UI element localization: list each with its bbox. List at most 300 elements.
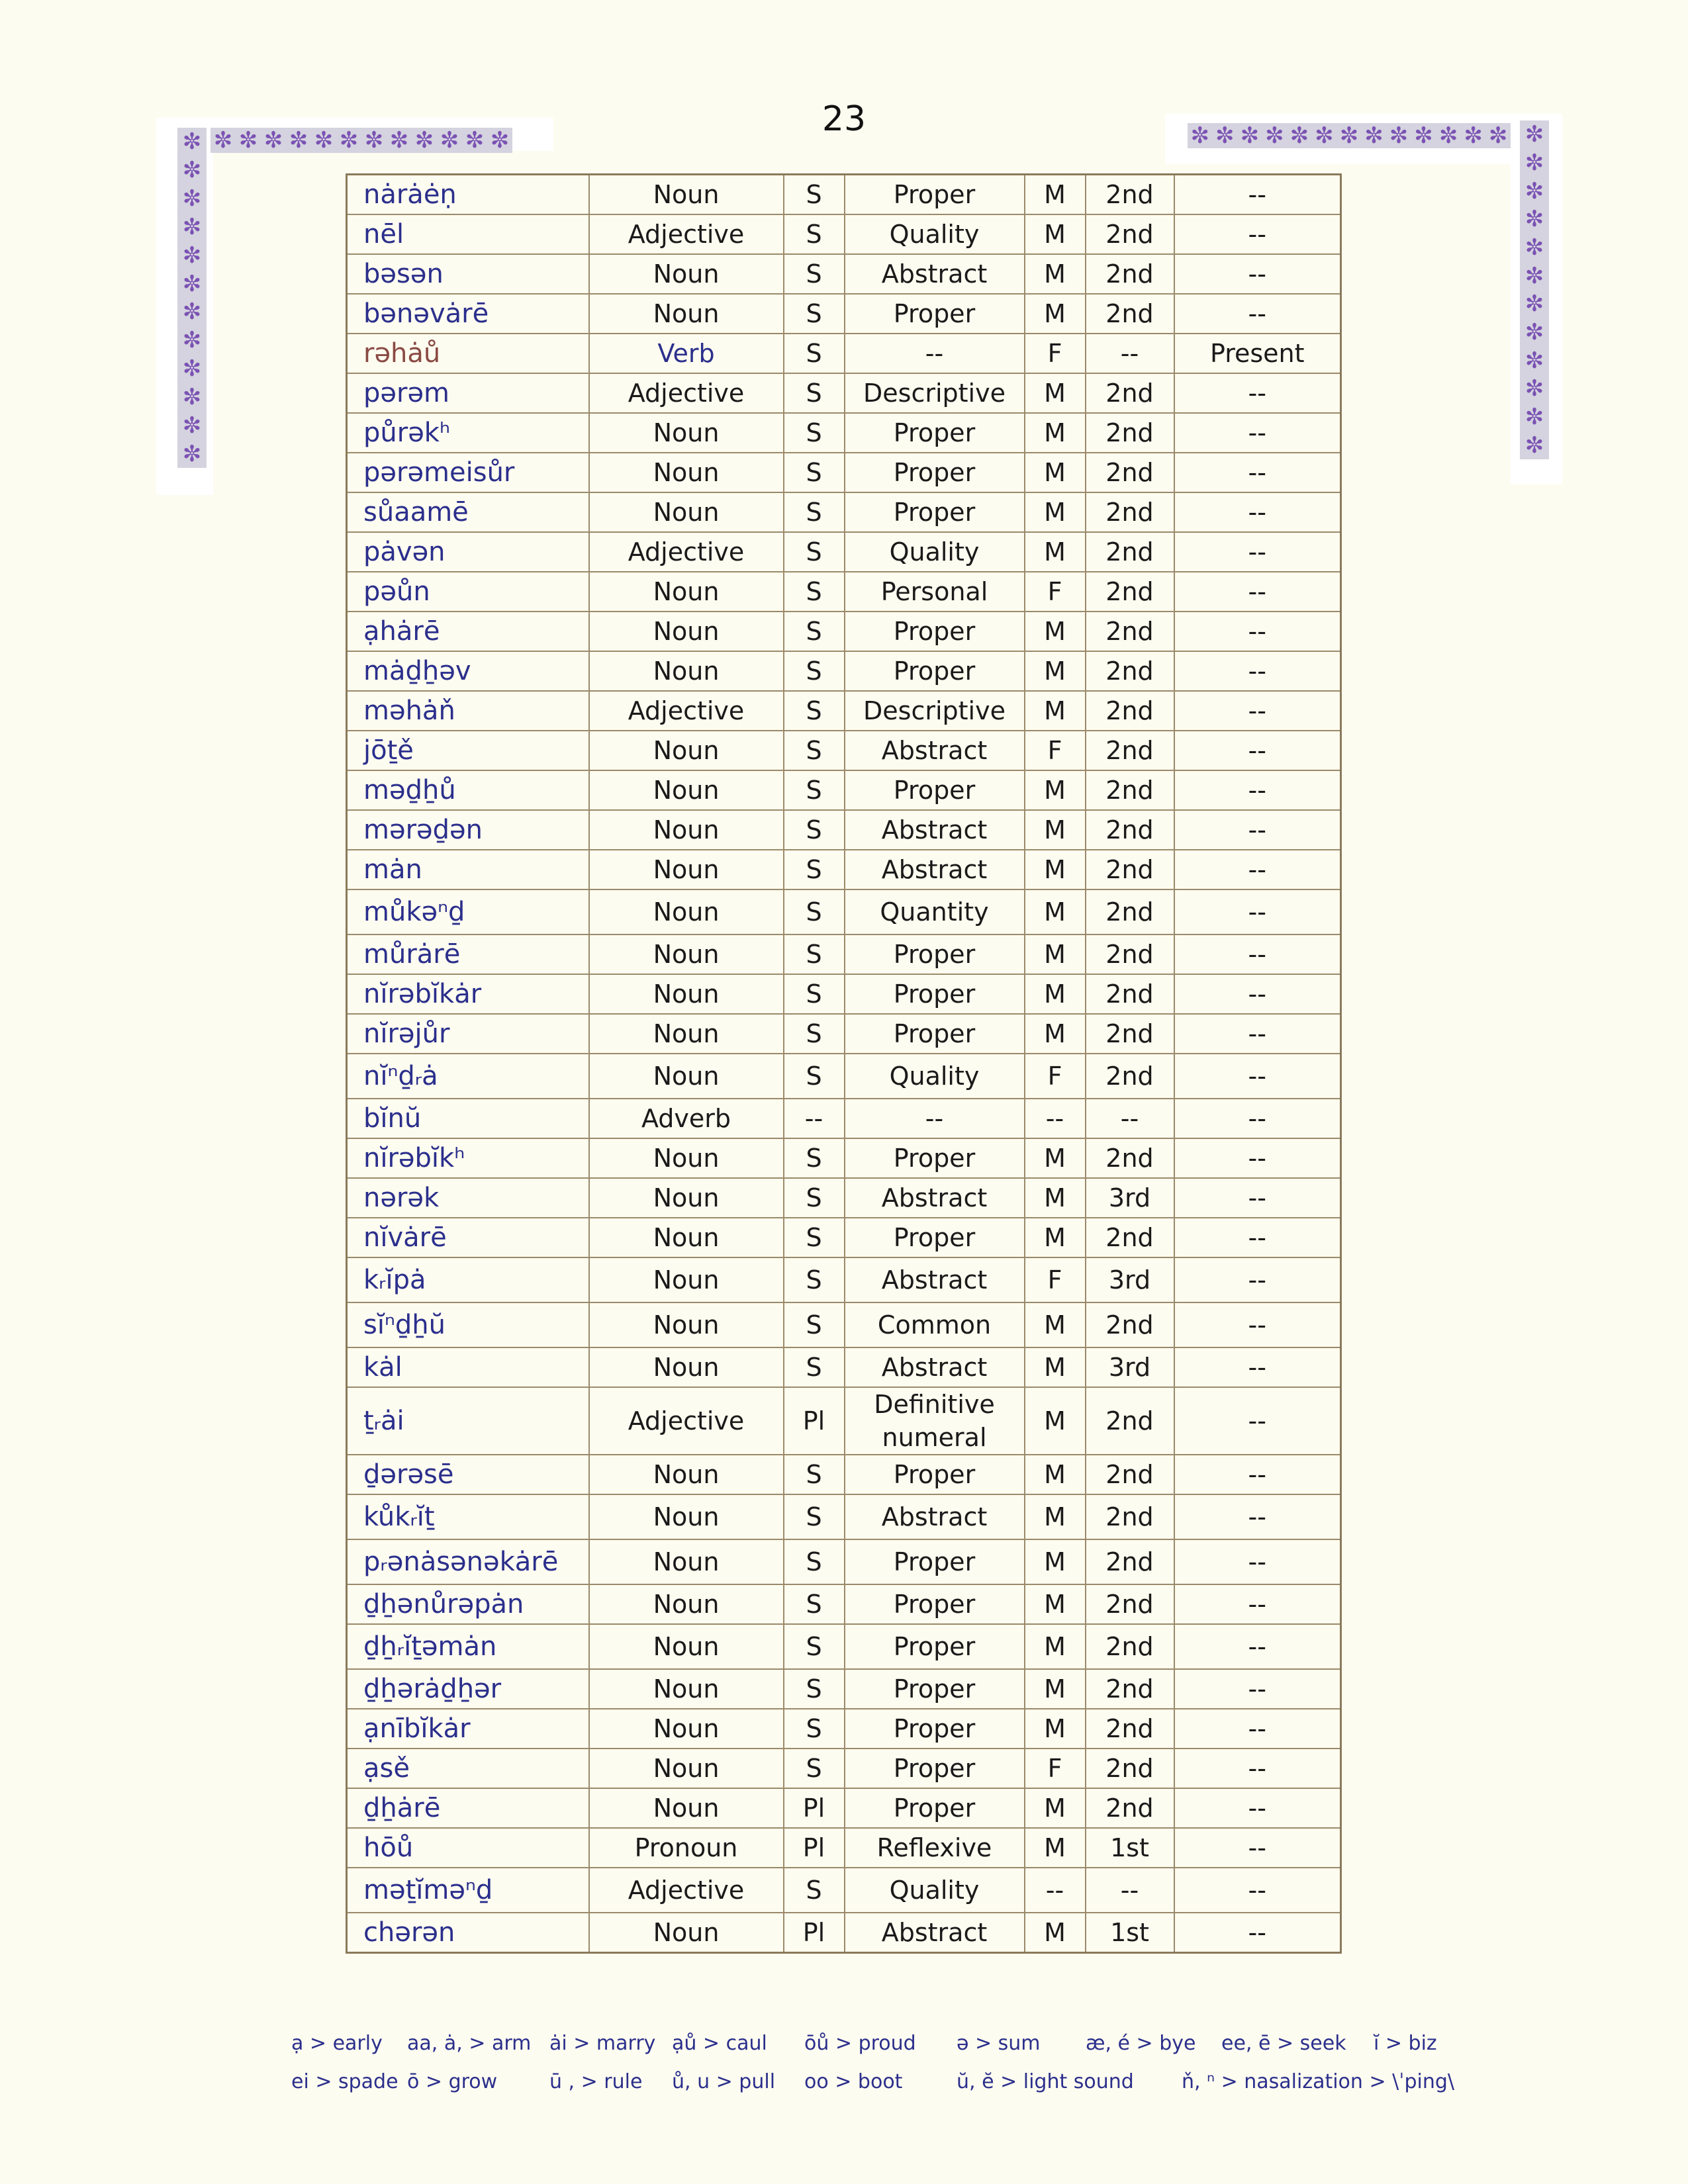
right-top-flower-border bbox=[1188, 123, 1511, 148]
part-of-speech-cell: Noun bbox=[589, 974, 784, 1014]
person-cell: 2nd bbox=[1086, 214, 1174, 254]
flower-icon: ✼ bbox=[182, 213, 202, 240]
person-cell: 2nd bbox=[1086, 1054, 1174, 1099]
legend-item: ō > grow bbox=[407, 2070, 498, 2093]
word-cell: sĭⁿḏẖŭ bbox=[347, 1302, 589, 1347]
part-of-speech-cell: Pronoun bbox=[589, 1828, 784, 1868]
flower-icon: ✼ bbox=[1524, 403, 1544, 430]
person-cell: 2nd bbox=[1086, 532, 1174, 572]
gender-cell: M bbox=[1025, 651, 1086, 691]
number-cell: S bbox=[784, 572, 845, 612]
type-cell: Abstract bbox=[845, 1347, 1025, 1387]
flower-icon: ✼ bbox=[1315, 123, 1334, 148]
flower-icon: ✼ bbox=[1524, 177, 1544, 205]
number-cell: S bbox=[784, 731, 845, 770]
number-cell: S bbox=[784, 1455, 845, 1494]
type-cell: -- bbox=[845, 1099, 1025, 1138]
person-cell: 2nd bbox=[1086, 1218, 1174, 1257]
legend-item: ei > spade bbox=[291, 2070, 399, 2093]
person-cell: 3rd bbox=[1086, 1347, 1174, 1387]
number-cell: S bbox=[784, 810, 845, 850]
type-cell: Proper bbox=[845, 934, 1025, 974]
gender-cell: M bbox=[1025, 1539, 1086, 1584]
tense-cell: -- bbox=[1174, 214, 1341, 254]
flower-icon: ✼ bbox=[339, 128, 359, 153]
tense-cell: -- bbox=[1174, 731, 1341, 770]
gender-cell: M bbox=[1025, 934, 1086, 974]
flower-icon: ✼ bbox=[289, 128, 308, 153]
person-cell: 2nd bbox=[1086, 1138, 1174, 1178]
type-cell: Quality bbox=[845, 532, 1025, 572]
person-cell: 2nd bbox=[1086, 175, 1174, 215]
tense-cell: -- bbox=[1174, 254, 1341, 294]
flower-icon: ✼ bbox=[182, 157, 202, 184]
tense-cell: -- bbox=[1174, 1138, 1341, 1178]
gender-cell: M bbox=[1025, 1387, 1086, 1455]
tense-cell: -- bbox=[1174, 532, 1341, 572]
tense-cell: -- bbox=[1174, 1455, 1341, 1494]
person-cell: 2nd bbox=[1086, 889, 1174, 934]
word-cell: nĭrəjůr bbox=[347, 1014, 589, 1054]
person-cell: -- bbox=[1086, 1099, 1174, 1138]
part-of-speech-cell: Noun bbox=[589, 1539, 784, 1584]
flower-icon: ✼ bbox=[389, 128, 409, 153]
table-row bbox=[347, 492, 1341, 532]
word-cell: můrȧrē bbox=[347, 934, 589, 974]
legend-item: ee, ē > seek bbox=[1221, 2032, 1346, 2055]
table-row bbox=[347, 770, 1341, 810]
number-cell: -- bbox=[784, 1099, 845, 1138]
tense-cell: -- bbox=[1174, 1584, 1341, 1624]
table-row bbox=[347, 1054, 1341, 1099]
part-of-speech-cell: Noun bbox=[589, 1669, 784, 1709]
word-cell: ḏẖənůrəpȧn bbox=[347, 1584, 589, 1624]
word-cell: kȧl bbox=[347, 1347, 589, 1387]
word-cell: ḏẖərȧḏẖər bbox=[347, 1669, 589, 1709]
number-cell: S bbox=[784, 1494, 845, 1539]
word-cell: məṯĭməⁿḏ bbox=[347, 1868, 589, 1913]
word-cell: mȧn bbox=[347, 850, 589, 889]
type-cell: Abstract bbox=[845, 850, 1025, 889]
flower-icon: ✼ bbox=[440, 128, 459, 153]
person-cell: 2nd bbox=[1086, 1709, 1174, 1749]
flower-icon: ✼ bbox=[1524, 121, 1544, 148]
gender-cell: M bbox=[1025, 974, 1086, 1014]
type-cell: Proper bbox=[845, 1584, 1025, 1624]
word-cell: bənəvȧrē bbox=[347, 294, 589, 334]
table-row bbox=[347, 1218, 1341, 1257]
table-row bbox=[347, 810, 1341, 850]
person-cell: 2nd bbox=[1086, 413, 1174, 453]
number-cell: Pl bbox=[784, 1788, 845, 1828]
person-cell: 2nd bbox=[1086, 651, 1174, 691]
person-cell: 2nd bbox=[1086, 1669, 1174, 1709]
person-cell: 1st bbox=[1086, 1828, 1174, 1868]
type-cell: Common bbox=[845, 1302, 1025, 1347]
table-row bbox=[347, 850, 1341, 889]
person-cell: 2nd bbox=[1086, 1624, 1174, 1669]
person-cell: 2nd bbox=[1086, 1788, 1174, 1828]
table-row bbox=[347, 1494, 1341, 1539]
word-cell: hōů bbox=[347, 1828, 589, 1868]
number-cell: S bbox=[784, 1014, 845, 1054]
part-of-speech-cell: Noun bbox=[589, 934, 784, 974]
gender-cell: M bbox=[1025, 175, 1086, 215]
gender-cell: F bbox=[1025, 334, 1086, 373]
table-row bbox=[347, 413, 1341, 453]
table-row bbox=[347, 214, 1341, 254]
gender-cell: F bbox=[1025, 1749, 1086, 1788]
gender-cell: M bbox=[1025, 1138, 1086, 1178]
type-cell: -- bbox=[845, 334, 1025, 373]
tense-cell: -- bbox=[1174, 1257, 1341, 1302]
person-cell: 2nd bbox=[1086, 373, 1174, 413]
gender-cell: M bbox=[1025, 1828, 1086, 1868]
tense-cell: -- bbox=[1174, 934, 1341, 974]
tense-cell: -- bbox=[1174, 1539, 1341, 1584]
word-cell: chərən bbox=[347, 1913, 589, 1953]
flower-icon: ✼ bbox=[1438, 123, 1458, 148]
type-cell: Proper bbox=[845, 1014, 1025, 1054]
flower-icon: ✼ bbox=[1215, 123, 1235, 148]
person-cell: 2nd bbox=[1086, 453, 1174, 492]
gender-cell: M bbox=[1025, 1218, 1086, 1257]
tense-cell: -- bbox=[1174, 413, 1341, 453]
type-cell: Abstract bbox=[845, 1178, 1025, 1218]
part-of-speech-cell: Noun bbox=[589, 1218, 784, 1257]
flower-icon: ✼ bbox=[1240, 123, 1260, 148]
legend-item: ạů > caul bbox=[672, 2032, 767, 2055]
tense-cell: -- bbox=[1174, 453, 1341, 492]
table-row bbox=[347, 1828, 1341, 1868]
gender-cell: -- bbox=[1025, 1868, 1086, 1913]
part-of-speech-cell: Noun bbox=[589, 1257, 784, 1302]
part-of-speech-cell: Noun bbox=[589, 651, 784, 691]
flower-icon: ✼ bbox=[314, 128, 334, 153]
part-of-speech-cell: Noun bbox=[589, 1347, 784, 1387]
table-row bbox=[347, 612, 1341, 651]
word-cell: mȧḏẖəv bbox=[347, 651, 589, 691]
word-cell: ḏẖᵣĭṯəmȧn bbox=[347, 1624, 589, 1669]
part-of-speech-cell: Noun bbox=[589, 572, 784, 612]
type-cell: Proper bbox=[845, 1669, 1025, 1709]
legend-item: ū , > rule bbox=[549, 2070, 643, 2093]
legend-item: ə > sum bbox=[957, 2032, 1041, 2055]
tense-cell: -- bbox=[1174, 1494, 1341, 1539]
flower-icon: ✼ bbox=[465, 128, 485, 153]
type-cell: Proper bbox=[845, 413, 1025, 453]
tense-cell: -- bbox=[1174, 691, 1341, 731]
gender-cell: M bbox=[1025, 254, 1086, 294]
number-cell: S bbox=[784, 175, 845, 215]
flower-icon: ✼ bbox=[1524, 234, 1544, 261]
table-row bbox=[347, 651, 1341, 691]
person-cell: 2nd bbox=[1086, 1584, 1174, 1624]
person-cell: 2nd bbox=[1086, 691, 1174, 731]
person-cell: 2nd bbox=[1086, 1014, 1174, 1054]
number-cell: S bbox=[784, 413, 845, 453]
number-cell: S bbox=[784, 770, 845, 810]
number-cell: S bbox=[784, 889, 845, 934]
part-of-speech-cell: Adjective bbox=[589, 1387, 784, 1455]
gender-cell: M bbox=[1025, 889, 1086, 934]
part-of-speech-cell: Noun bbox=[589, 175, 784, 215]
flower-icon: ✼ bbox=[1464, 123, 1483, 148]
table-row bbox=[347, 175, 1341, 215]
tense-cell: -- bbox=[1174, 1218, 1341, 1257]
number-cell: S bbox=[784, 1054, 845, 1099]
legend-item: aa, ȧ, > arm bbox=[407, 2032, 532, 2055]
person-cell: 2nd bbox=[1086, 572, 1174, 612]
type-cell: Proper bbox=[845, 294, 1025, 334]
tense-cell: -- bbox=[1174, 1828, 1341, 1868]
tense-cell: -- bbox=[1174, 1054, 1341, 1099]
flower-icon: ✼ bbox=[1524, 291, 1544, 318]
part-of-speech-cell: Noun bbox=[589, 1302, 784, 1347]
gender-cell: M bbox=[1025, 1178, 1086, 1218]
person-cell: 2nd bbox=[1086, 1749, 1174, 1788]
number-cell: S bbox=[784, 294, 845, 334]
word-cell: nərək bbox=[347, 1178, 589, 1218]
legend-item: ů, u > pull bbox=[672, 2070, 776, 2093]
part-of-speech-cell: Noun bbox=[589, 1913, 784, 1953]
person-cell: 2nd bbox=[1086, 1455, 1174, 1494]
part-of-speech-cell: Noun bbox=[589, 1709, 784, 1749]
flower-icon: ✼ bbox=[1524, 206, 1544, 233]
gender-cell: M bbox=[1025, 850, 1086, 889]
table-row bbox=[347, 691, 1341, 731]
flower-icon: ✼ bbox=[182, 128, 202, 156]
flower-icon: ✼ bbox=[1190, 123, 1210, 148]
type-cell: Definitive numeral bbox=[845, 1387, 1025, 1455]
part-of-speech-cell: Noun bbox=[589, 1749, 784, 1788]
gender-cell: M bbox=[1025, 1584, 1086, 1624]
type-cell: Quality bbox=[845, 1868, 1025, 1913]
word-cell: pərəmeisůr bbox=[347, 453, 589, 492]
number-cell: S bbox=[784, 1218, 845, 1257]
number-cell: S bbox=[784, 1584, 845, 1624]
gender-cell: F bbox=[1025, 1257, 1086, 1302]
part-of-speech-cell: Noun bbox=[589, 1178, 784, 1218]
number-cell: Pl bbox=[784, 1913, 845, 1953]
part-of-speech-cell: Noun bbox=[589, 492, 784, 532]
number-cell: S bbox=[784, 214, 845, 254]
word-cell: nĭrəbĭkʰ bbox=[347, 1138, 589, 1178]
table-row bbox=[347, 532, 1341, 572]
part-of-speech-cell: Noun bbox=[589, 1584, 784, 1624]
type-cell: Abstract bbox=[845, 1913, 1025, 1953]
tense-cell: -- bbox=[1174, 1669, 1341, 1709]
person-cell: 2nd bbox=[1086, 934, 1174, 974]
gender-cell: M bbox=[1025, 1788, 1086, 1828]
number-cell: S bbox=[784, 334, 845, 373]
type-cell: Proper bbox=[845, 492, 1025, 532]
tense-cell: -- bbox=[1174, 651, 1341, 691]
type-cell: Proper bbox=[845, 974, 1025, 1014]
right-side-flower-border bbox=[1520, 120, 1549, 459]
tense-cell: -- bbox=[1174, 1347, 1341, 1387]
word-cell: kᵣĭpȧ bbox=[347, 1257, 589, 1302]
table-row bbox=[347, 572, 1341, 612]
gender-cell: M bbox=[1025, 1913, 1086, 1953]
pronunciation-legend bbox=[291, 2032, 1456, 2098]
person-cell: 2nd bbox=[1086, 1494, 1174, 1539]
flower-icon: ✼ bbox=[182, 440, 202, 467]
tense-cell: -- bbox=[1174, 1913, 1341, 1953]
part-of-speech-cell: Noun bbox=[589, 889, 784, 934]
word-cell: pəůn bbox=[347, 572, 589, 612]
number-cell: Pl bbox=[784, 1828, 845, 1868]
person-cell: 1st bbox=[1086, 1913, 1174, 1953]
gender-cell: M bbox=[1025, 691, 1086, 731]
type-cell: Descriptive bbox=[845, 373, 1025, 413]
part-of-speech-cell: Noun bbox=[589, 850, 784, 889]
flower-icon: ✼ bbox=[182, 412, 202, 439]
legend-item: ŭ, ĕ > light sound bbox=[957, 2070, 1134, 2093]
flower-icon: ✼ bbox=[182, 270, 202, 297]
table-row bbox=[347, 1099, 1341, 1138]
legend-item: ȧi > marry bbox=[549, 2032, 656, 2055]
flower-icon: ✼ bbox=[182, 242, 202, 269]
number-cell: S bbox=[784, 1257, 845, 1302]
word-cell: můkəⁿḏ bbox=[347, 889, 589, 934]
table-row bbox=[347, 1669, 1341, 1709]
type-cell: Proper bbox=[845, 1218, 1025, 1257]
gender-cell: F bbox=[1025, 731, 1086, 770]
table-row bbox=[347, 1302, 1341, 1347]
word-cell: ḏərəsē bbox=[347, 1455, 589, 1494]
part-of-speech-cell: Adjective bbox=[589, 691, 784, 731]
type-cell: Proper bbox=[845, 612, 1025, 651]
gender-cell: F bbox=[1025, 572, 1086, 612]
tense-cell: -- bbox=[1174, 1788, 1341, 1828]
type-cell: Abstract bbox=[845, 1494, 1025, 1539]
table-row bbox=[347, 974, 1341, 1014]
word-cell: nĭⁿḏᵣȧ bbox=[347, 1054, 589, 1099]
flower-icon: ✼ bbox=[1524, 432, 1544, 459]
flower-icon: ✼ bbox=[213, 128, 233, 153]
number-cell: S bbox=[784, 934, 845, 974]
number-cell: S bbox=[784, 1302, 845, 1347]
flower-icon: ✼ bbox=[1524, 262, 1544, 289]
type-cell: Proper bbox=[845, 1749, 1025, 1788]
type-cell: Reflexive bbox=[845, 1828, 1025, 1868]
number-cell: S bbox=[784, 492, 845, 532]
number-cell: S bbox=[784, 612, 845, 651]
word-cell: ḏẖȧrē bbox=[347, 1788, 589, 1828]
gender-cell: M bbox=[1025, 1347, 1086, 1387]
flower-icon: ✼ bbox=[490, 128, 510, 153]
part-of-speech-cell: Adverb bbox=[589, 1099, 784, 1138]
flower-icon: ✼ bbox=[1524, 318, 1544, 345]
word-cell: ṯᵣȧi bbox=[347, 1387, 589, 1455]
word-cell: pᵣənȧsənəkȧrē bbox=[347, 1539, 589, 1584]
table-row bbox=[347, 1868, 1341, 1913]
type-cell: Quality bbox=[845, 214, 1025, 254]
type-cell: Proper bbox=[845, 175, 1025, 215]
type-cell: Proper bbox=[845, 651, 1025, 691]
table-row bbox=[347, 1387, 1341, 1455]
type-cell: Descriptive bbox=[845, 691, 1025, 731]
gender-cell: M bbox=[1025, 373, 1086, 413]
type-cell: Quality bbox=[845, 1054, 1025, 1099]
type-cell: Proper bbox=[845, 1624, 1025, 1669]
part-of-speech-cell: Verb bbox=[589, 334, 784, 373]
number-cell: S bbox=[784, 691, 845, 731]
flower-icon: ✼ bbox=[1289, 123, 1309, 148]
part-of-speech-cell: Adjective bbox=[589, 532, 784, 572]
table-row bbox=[347, 1138, 1341, 1178]
page-number: 23 bbox=[821, 99, 867, 139]
number-cell: S bbox=[784, 453, 845, 492]
number-cell: S bbox=[784, 532, 845, 572]
tense-cell: -- bbox=[1174, 974, 1341, 1014]
part-of-speech-cell: Adjective bbox=[589, 214, 784, 254]
word-cell: pȧvən bbox=[347, 532, 589, 572]
table-row bbox=[347, 1178, 1341, 1218]
person-cell: -- bbox=[1086, 1868, 1174, 1913]
number-cell: S bbox=[784, 1709, 845, 1749]
tense-cell: -- bbox=[1174, 1387, 1341, 1455]
gender-cell: M bbox=[1025, 1455, 1086, 1494]
number-cell: S bbox=[784, 254, 845, 294]
person-cell: 2nd bbox=[1086, 850, 1174, 889]
tense-cell: -- bbox=[1174, 294, 1341, 334]
person-cell: 2nd bbox=[1086, 612, 1174, 651]
flower-icon: ✼ bbox=[364, 128, 384, 153]
number-cell: Pl bbox=[784, 1387, 845, 1455]
part-of-speech-cell: Noun bbox=[589, 254, 784, 294]
table-row bbox=[347, 1749, 1341, 1788]
table-row bbox=[347, 254, 1341, 294]
part-of-speech-cell: Noun bbox=[589, 810, 784, 850]
part-of-speech-cell: Noun bbox=[589, 294, 784, 334]
word-cell: pərəm bbox=[347, 373, 589, 413]
tense-cell: -- bbox=[1174, 810, 1341, 850]
left-top-flower-border bbox=[211, 128, 512, 153]
gender-cell: M bbox=[1025, 1669, 1086, 1709]
type-cell: Abstract bbox=[845, 254, 1025, 294]
gender-cell: M bbox=[1025, 1302, 1086, 1347]
type-cell: Proper bbox=[845, 1455, 1025, 1494]
tense-cell: -- bbox=[1174, 889, 1341, 934]
tense-cell: -- bbox=[1174, 612, 1341, 651]
tense-cell: -- bbox=[1174, 572, 1341, 612]
legend-item: oo > boot bbox=[804, 2070, 903, 2093]
word-cell: ạhȧrē bbox=[347, 612, 589, 651]
table-row bbox=[347, 1347, 1341, 1387]
tense-cell: -- bbox=[1174, 1624, 1341, 1669]
table-row bbox=[347, 373, 1341, 413]
part-of-speech-cell: Adjective bbox=[589, 373, 784, 413]
legend-item: æ, é > bye bbox=[1086, 2032, 1196, 2055]
number-cell: S bbox=[784, 1347, 845, 1387]
person-cell: 2nd bbox=[1086, 731, 1174, 770]
part-of-speech-cell: Noun bbox=[589, 1455, 784, 1494]
word-cell: ạnībĭkȧr bbox=[347, 1709, 589, 1749]
gender-cell: M bbox=[1025, 1494, 1086, 1539]
word-cell: půrəkʰ bbox=[347, 413, 589, 453]
tense-cell: -- bbox=[1174, 373, 1341, 413]
table-row bbox=[347, 1257, 1341, 1302]
gender-cell: F bbox=[1025, 1054, 1086, 1099]
type-cell: Proper bbox=[845, 1788, 1025, 1828]
part-of-speech-cell: Noun bbox=[589, 1014, 784, 1054]
table-row bbox=[347, 1584, 1341, 1624]
table-row bbox=[347, 1709, 1341, 1749]
word-cell: məhȧň bbox=[347, 691, 589, 731]
word-cell: ạsě bbox=[347, 1749, 589, 1788]
